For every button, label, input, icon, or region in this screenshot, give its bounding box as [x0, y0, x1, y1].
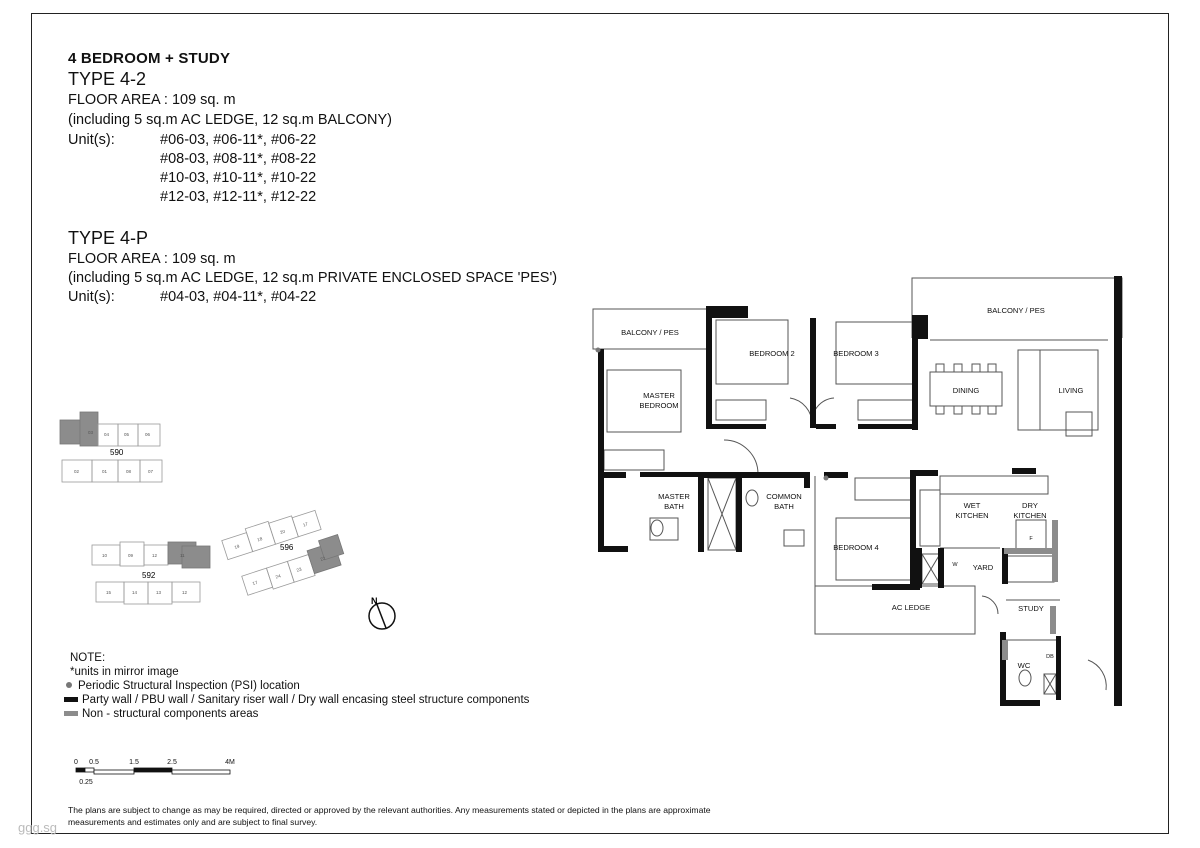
- north-arrow-icon: [362, 590, 402, 634]
- floor-plan: [585, 270, 1130, 715]
- nonstructural-swatch-icon: [64, 711, 78, 716]
- note-party-wall: [64, 694, 529, 706]
- label-yard: YARD: [972, 563, 994, 572]
- scale-label: 0: [74, 759, 78, 766]
- scale-label: 2.5: [167, 759, 177, 766]
- disclaimer-line: The plans are subject to change as may be required, directed or approved by the relevant authorities. Any measurements stated or depicted in the plans are approximate: [68, 805, 711, 815]
- key-block-b-label: 592: [142, 571, 156, 580]
- type-b-units-label: Unit(s):: [68, 289, 115, 305]
- key-unit-label: 14: [132, 590, 138, 595]
- type-a-including: (including 5 sq.m AC LEDGE, 12 sq.m BALCONY): [68, 112, 392, 128]
- label-dining: DINING: [952, 386, 980, 395]
- key-plan: [50, 410, 370, 620]
- key-unit-label: 02: [74, 469, 80, 474]
- type-b-unit-row: #04-03, #04-11*, #04-22: [160, 289, 317, 305]
- type-a-unit-row: #10-03, #10-11*, #10-22: [160, 170, 317, 186]
- note-nonstructural-text: Non - structural components areas: [82, 708, 259, 720]
- key-unit-label: 24: [274, 573, 282, 580]
- scale-label: 4M: [225, 759, 235, 766]
- label-living: LIVING: [1058, 386, 1084, 395]
- key-unit-label: 12: [182, 590, 188, 595]
- label-balcony-right: BALCONY / PES: [987, 306, 1045, 315]
- key-unit-label: 17: [251, 579, 259, 587]
- key-unit-label: 22: [319, 555, 326, 562]
- key-unit-label: 01: [102, 469, 108, 474]
- note-psi: [64, 680, 300, 692]
- type-a-units: [68, 132, 317, 205]
- scale-sub-label: 0.25: [79, 779, 93, 786]
- key-unit-label: 09: [128, 553, 134, 558]
- key-unit-label: 18: [256, 536, 263, 543]
- label-master-bath-2: BATH: [664, 502, 684, 511]
- label-bedroom-3: BEDROOM 3: [833, 349, 879, 358]
- disclaimer-line: measurements and estimates only and are subject to final survey.: [68, 817, 318, 827]
- north-label: N: [371, 596, 378, 606]
- type-a-unit-row: #12-03, #12-11*, #12-22: [160, 189, 317, 205]
- key-unit-label: 17: [302, 521, 309, 528]
- key-unit-label: 19: [233, 543, 241, 550]
- label-common-bath-2: BATH: [774, 502, 794, 511]
- key-unit-label: 05: [124, 432, 130, 437]
- key-block-c-label: 596: [280, 543, 294, 552]
- label-dry-kitchen-1: DRY: [1022, 501, 1038, 510]
- key-unit-label: 13: [156, 590, 162, 595]
- key-unit-label: 12: [152, 553, 158, 558]
- scale-label: 0.5: [89, 759, 99, 766]
- key-unit-label: 07: [148, 469, 154, 474]
- type-a-unit-row: #06-03, #06-11*, #06-22: [160, 132, 317, 148]
- label-bedroom-2: BEDROOM 2: [749, 349, 795, 358]
- label-washer: W: [952, 562, 958, 568]
- psi-dot-icon: [66, 682, 72, 688]
- key-unit-label: 03: [88, 430, 94, 435]
- key-unit-label: 06: [145, 432, 151, 437]
- key-unit-label: 08: [126, 469, 132, 474]
- label-common-bath-1: COMMON: [766, 492, 802, 501]
- label-study: STUDY: [1018, 604, 1044, 613]
- label-fridge: F: [1029, 536, 1033, 542]
- key-unit-label: 20: [279, 528, 286, 536]
- label-dry-kitchen-2: KITCHEN: [1013, 511, 1047, 520]
- key-unit-label: 10: [102, 553, 108, 558]
- note-nonstructural: [64, 708, 258, 720]
- type-a-floor-area: FLOOR AREA : 109 sq. m: [68, 92, 236, 108]
- label-balcony-left: BALCONY / PES: [621, 328, 679, 337]
- label-master-bedroom-2: BEDROOM: [639, 401, 679, 410]
- party-wall-swatch-icon: [64, 697, 78, 702]
- type-b-floor-area: FLOOR AREA : 109 sq. m: [68, 251, 236, 267]
- scale-bar: [66, 756, 246, 786]
- type-a-units-label: Unit(s):: [68, 132, 115, 148]
- note-mirror: *units in mirror image: [70, 666, 179, 678]
- label-wet-kitchen-1: WET: [963, 501, 981, 510]
- note-party-wall-text: Party wall / PBU wall / Sanitary riser wall / Dry wall encasing steel structure components: [82, 694, 530, 706]
- note-psi-text: Periodic Structural Inspection (PSI) location: [78, 680, 300, 692]
- label-ac-ledge: AC LEDGE: [891, 603, 931, 612]
- key-unit-label: 04: [104, 432, 110, 437]
- scale-label: 1.5: [129, 759, 139, 766]
- label-wet-kitchen-2: KITCHEN: [955, 511, 989, 520]
- type-a-unit-row: #08-03, #08-11*, #08-22: [160, 151, 317, 167]
- watermark: ggg.sg: [18, 820, 58, 835]
- page-title: 4 BEDROOM + STUDY: [68, 50, 231, 67]
- type-b-units: [68, 289, 317, 305]
- disclaimer: [68, 804, 711, 828]
- label-wc: WC: [1017, 661, 1031, 670]
- type-b-including: (including 5 sq.m AC LEDGE, 12 sq.m PRIVATE ENCLOSED SPACE 'PES'): [68, 270, 558, 286]
- key-unit-label: 23: [295, 566, 303, 573]
- key-unit-label: 11: [180, 553, 185, 558]
- key-unit-label: 15: [106, 590, 112, 595]
- label-master-bedroom-1: MASTER: [643, 391, 675, 400]
- label-master-bath-1: MASTER: [658, 492, 690, 501]
- label-db: DB: [1046, 654, 1054, 660]
- type-b-name: TYPE 4-P: [68, 228, 149, 248]
- key-block-a-label: 590: [110, 448, 124, 457]
- label-bedroom-4: BEDROOM 4: [833, 543, 879, 552]
- type-a-name: TYPE 4-2: [68, 69, 147, 89]
- notes-heading: NOTE:: [70, 652, 106, 664]
